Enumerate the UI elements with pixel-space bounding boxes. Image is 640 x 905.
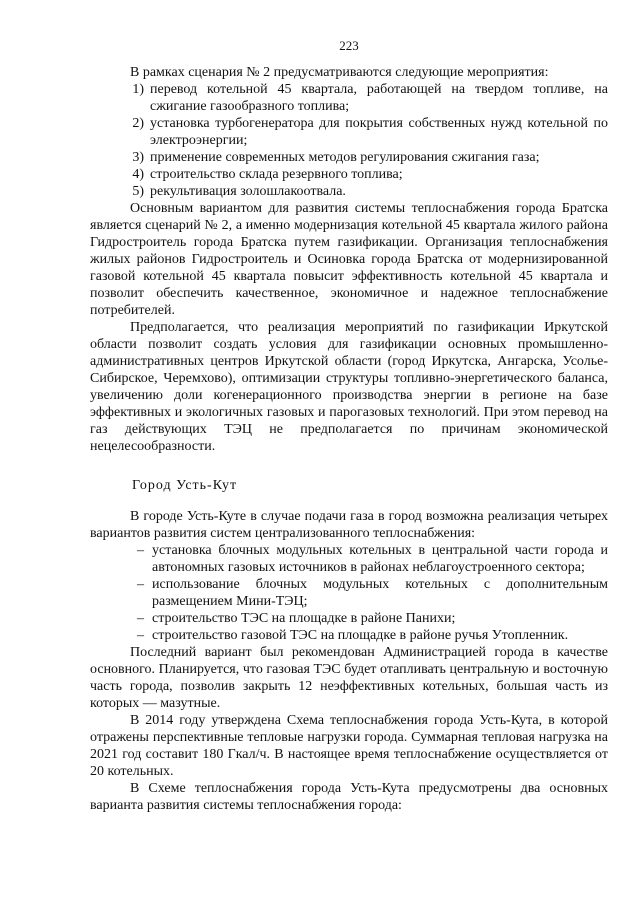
list-item [90, 149, 608, 166]
list-item-text: использование блочных модульных котельных с дополнительным размещением Мини-ТЭЦ; [152, 577, 608, 609]
list-item [90, 610, 608, 627]
body-paragraph: В 2014 году утверждена Схема теплоснабжения города Усть-Кута, в которой отражены перспективные тепловые нагрузки города. Суммарная тепловая нагрузка на 2021 год составит 180 Гкал/ч. В настоящее время теплоснабжение осуществляется от 20 котельных. [90, 713, 608, 779]
body-paragraph: В Схеме теплоснабжения города Усть-Кута предусмотрены два основных варианта развития системы теплоснабжения города: [90, 781, 608, 813]
options-list [90, 542, 608, 644]
list-item [90, 576, 608, 610]
page-number: 223 [339, 38, 359, 53]
list-item [90, 627, 608, 644]
list-marker: – [137, 611, 144, 626]
list-item [90, 166, 608, 183]
list-marker: 4) [132, 167, 144, 182]
intro-paragraph: В рамках сценария № 2 предусматриваются следующие мероприятия: [130, 65, 549, 80]
measures-list [90, 81, 608, 200]
body-paragraph: Основным вариантом для развития системы теплоснабжения города Братска является сценарий № 2, а именно модернизация котельной 45 квартала жилого района Гидростроитель города Братска путем газификации. Организация теплоснабжения жилых районов Гидростроитель и Осиновка города Братска от модернизированной газовой котельной 45 квартала повысит эффективность котельной 45 квартала и позволит обеспечить качественное, экономичное и надежное теплоснабжение потребителей. [90, 201, 608, 318]
list-item [90, 115, 608, 149]
body-paragraph: В городе Усть-Куте в случае подачи газа в город возможна реализация четырех вариантов развития систем централизованного теплоснабжения: [90, 509, 608, 541]
list-item [90, 81, 608, 115]
list-item-text: перевод котельной 45 квартала, работающей на твердом топливе, на сжигание газообразного топлива; [150, 82, 608, 114]
section-heading: Город Усть-Кут [132, 478, 238, 493]
body-paragraph: Последний вариант был рекомендован Администрацией города в качестве основного. Планируется, что газовая ТЭС будет отапливать центральную и восточную часть города, позволив закрыть 12 неэффективных котельных, большая часть из которых — мазутные. [90, 645, 608, 711]
list-marker: 1) [132, 82, 144, 97]
list-item-text: применение современных методов регулирования сжигания газа; [150, 150, 540, 165]
list-item-text: строительство склада резервного топлива; [150, 167, 403, 182]
list-item [90, 183, 608, 200]
list-marker: – [137, 543, 144, 558]
list-item-text: установка блочных модульных котельных в центральной части города и автономных газовых источников в районах неблагоустроенного сектора; [152, 543, 608, 575]
body-paragraph: Предполагается, что реализация мероприятий по газификации Иркутской области позволит создать условия для газификации основных промышленно-административных центров Иркутской области (город Иркутска, Ангарска, Усолье-Сибирское, Черемхово), оптимизации структуры топливно-энергетического баланса, увеличению доли когенерационного производства энергии в регионе на базе эффективных и экологичных газовых и парогазовых технологий. При этом перевод на газ действующих ТЭЦ не предполагается по причинам экономической нецелесообразности. [90, 320, 608, 454]
list-item-text: рекультивация золошлакоотвала. [150, 184, 346, 199]
list-item-text: установка турбогенератора для покрытия собственных нужд котельной по электроэнергии; [150, 116, 608, 148]
list-marker: – [137, 628, 144, 643]
list-marker: 5) [132, 184, 144, 199]
list-marker: 3) [132, 150, 144, 165]
list-item [90, 542, 608, 576]
list-marker: 2) [132, 116, 144, 131]
list-item-text: строительство газовой ТЭС на площадке в районе ручья Утопленник. [152, 628, 569, 643]
list-item-text: строительство ТЭС на площадке в районе Панихи; [152, 611, 456, 626]
list-marker: – [137, 577, 144, 592]
